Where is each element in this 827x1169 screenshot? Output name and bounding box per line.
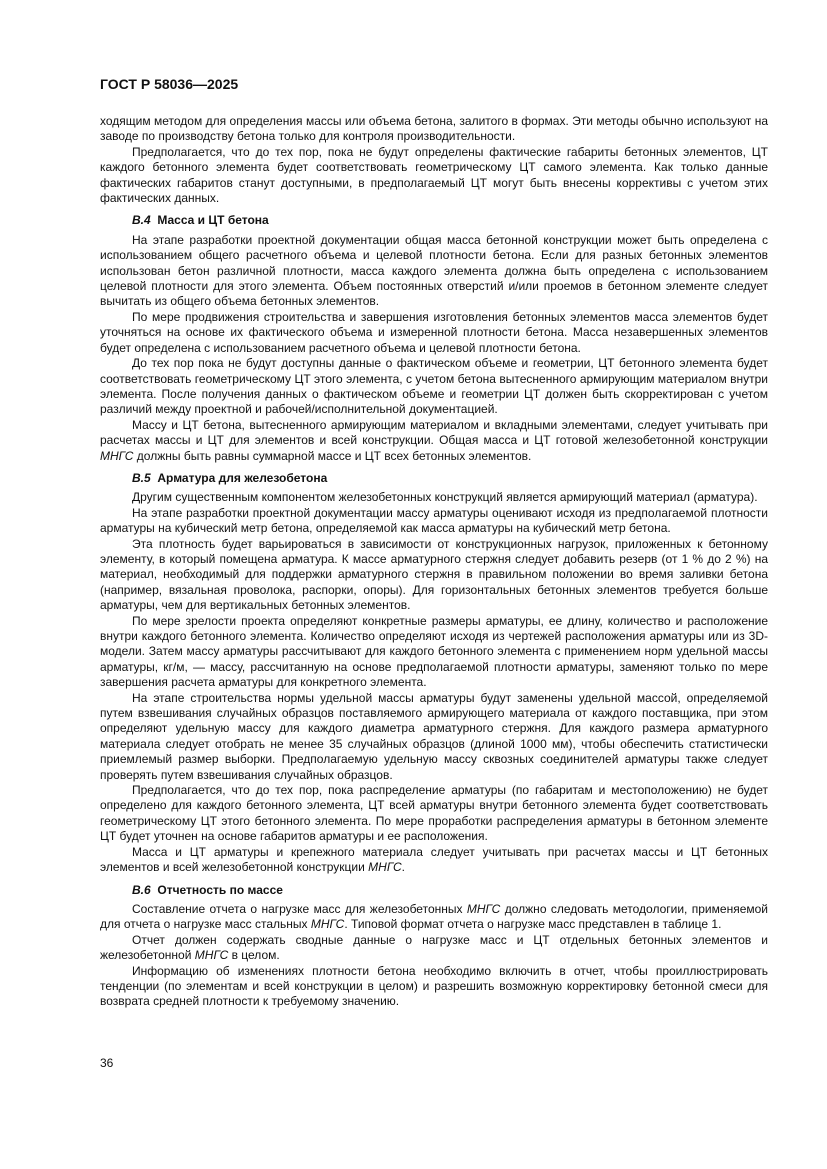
paragraph: Информацию об изменениях плотности бетона необходимо включить в отчет, чтобы проиллюстрировать тенденции (по элементам и всей конструкции в целом) и разрешить возможную корректировку бетонной смеси для возврата средней плотности к требуемому значению. xyxy=(100,963,768,1009)
section-title: Арматура для железобетона xyxy=(157,470,328,485)
paragraph: По мере продвижения строительства и завершения изготовления бетонных элементов масса элементов будет уточняться на основе их фактического объема и измеренной плотности бетона. Масса незавершенных элементов будет определена с использованием расчетного объема и целевой плотности бетона. xyxy=(100,309,768,355)
document-header: ГОСТ Р 58036—2025 xyxy=(100,76,239,92)
text-run: . Типовой формат отчета о нагрузке масс представлен в таблице 1. xyxy=(344,917,722,932)
text-run: . xyxy=(401,860,405,875)
section-heading-b4 xyxy=(100,213,768,228)
paragraph: Предполагается, что до тех пор, пока распределение арматуры (по габаритам и местоположению) не будет определено для каждого бетонного элемента, ЦТ всей арматуры внутри бетонного элемента будет соответствовать геометрическому ЦТ этого бетонного элемента. По мере проработки распределения арматуры в бетонном элементе ЦТ будет уточнен на основе габаритов арматуры и ее расположения. xyxy=(100,783,768,844)
text-run: в целом. xyxy=(228,948,280,963)
paragraph: Другим существенным компонентом железобетонных конструкций является армирующий материал (арматура). xyxy=(132,490,758,505)
paragraph xyxy=(100,933,768,964)
section-number: В.5 xyxy=(132,470,151,485)
section-heading-b6 xyxy=(100,883,768,898)
section-title: Масса и ЦТ бетона xyxy=(157,213,269,228)
section-number: В.4 xyxy=(132,213,151,228)
section-heading-b5 xyxy=(100,471,768,486)
section-title: Отчетность по массе xyxy=(157,882,283,897)
text-run: Отчет должен содержать сводные данные о нагрузке масс и ЦТ отдельных бетонных элементов и железобетонной xyxy=(100,932,768,963)
page-number: 36 xyxy=(100,1056,114,1070)
abbreviation-mngs: МНГС xyxy=(310,917,345,932)
document-body xyxy=(100,114,768,1010)
text-run: Массу и ЦТ бетона, вытесненного армирующим материалом и вкладными элементами, следует учитывать при расчетах массы и ЦТ для элементов и всей конструкции. Общая масса и ЦТ готовой железобетонной конструкции xyxy=(100,417,768,448)
paragraph: На этапе разработки проектной документации общая масса бетонной конструкции может быть определена с использованием общего расчетного объема и целевой плотности бетона. Если для разных бетонных элементов использован бетон различной плотности, масса каждого элемента должна быть определена с использованием целевой плотности для этого элемента. Объем постоянных отверстий и/или проемов в бетонном элементе следует вычитать из общего объема бетонных элементов. xyxy=(100,232,768,309)
abbreviation-mngs: МНГС xyxy=(466,901,501,916)
section-number: В.6 xyxy=(132,882,151,897)
paragraph xyxy=(100,845,768,876)
paragraph: На этапе разработки проектной документации массу арматуры оценивают исходя из предполагаемой плотности арматуры на кубический метр бетона, определяемой как масса арматуры на кубический метр бетона. xyxy=(100,505,768,536)
paragraph: До тех пор пока не будут доступны данные о фактическом объеме и геометрии, ЦТ бетонного элемента будет соответствовать геометрическому ЦТ этого элемента, с учетом бетона вытесненного армирующим материалом внутри элемента. После получения данных о фактическом объеме и геометрии ЦТ должен быть скорректирован с учетом различий между проектной и рабочей/исполнительной документацией. xyxy=(100,356,768,417)
paragraph: Предполагается, что до тех пор, пока не будут определены фактические габариты бетонных элементов, ЦТ каждого бетонного элемента будет соответствовать геометрическому ЦТ самого элемента. Как только данные фактических габаритов станут доступными, в предполагаемый ЦТ могут быть внесены коррективы с учетом этих фактических данных. xyxy=(100,144,768,206)
paragraph: По мере зрелости проекта определяют конкретные размеры арматуры, ее длину, количество и расположение внутри каждого бетонного элемента. Количество определяют исходя из чертежей расположения арматуры или из 3D-модели. Затем массу арматуры рассчитывают для каждого бетонного элемента с применением норм удельной массы арматуры, кг/м, — массу, рассчитанную на основе предполагаемой плотности арматуры, заменяют только по мере завершения расчета арматуры для конкретного элемента. xyxy=(100,613,768,690)
paragraph xyxy=(100,902,768,933)
paragraph: Эта плотность будет варьироваться в зависимости от конструкционных нагрузок, приложенных к бетонному элементу, в который помещена арматура. К массе арматурного стержня следует добавить резерв (от 1 % до 2 %) на материал, необходимый для поддержки арматурного стержня в правильном положении во время заливки бетона (например, вязальная проволока, распорки, опоры). Для горизонтальных бетонных элементов требуется больше арматуры, чем для вертикальных бетонных элементов. xyxy=(100,536,768,613)
text-run: Масса и ЦТ арматуры и крепежного материала следует учитывать при расчетах массы и ЦТ бетонных элементов и всей железобетонной конструкции xyxy=(100,844,768,875)
paragraph xyxy=(100,418,768,464)
abbreviation-mngs: МНГС xyxy=(368,860,402,875)
abbreviation-mngs: МНГС xyxy=(100,448,134,463)
paragraph: На этапе строительства нормы удельной массы арматуры будут заменены удельной массой, определяемой путем взвешивания случайных образцов поставляемого армирующего материала от каждого поставщика, при этом определяют удельную массу для каждого диаметра арматурного стержня. Для каждого размера арматурного материала следует отобрать не менее 35 случайных образцов (длиной 1000 мм), чтобы обеспечить статистически приемлемый размер выборки. Предполагаемую удельную массу сквозных соединителей арматуры также следует проверять путем взвешивания случайных образцов. xyxy=(100,690,768,782)
text-run: Составление отчета о нагрузке масс для железобетонных xyxy=(132,901,467,916)
paragraph-continuation: ходящим методом для определения массы или объема бетона, залитого в формах. Эти методы обычно используют на заводе по производству бетона только для контроля производительности. xyxy=(100,114,768,144)
abbreviation-mngs: МНГС xyxy=(194,948,229,963)
text-run: должно следовать методологии, применяемой для отчета о нагрузке масс стальных xyxy=(100,901,768,932)
text-run: должны быть равны суммарной массе и ЦТ всех бетонных элементов. xyxy=(133,448,532,463)
